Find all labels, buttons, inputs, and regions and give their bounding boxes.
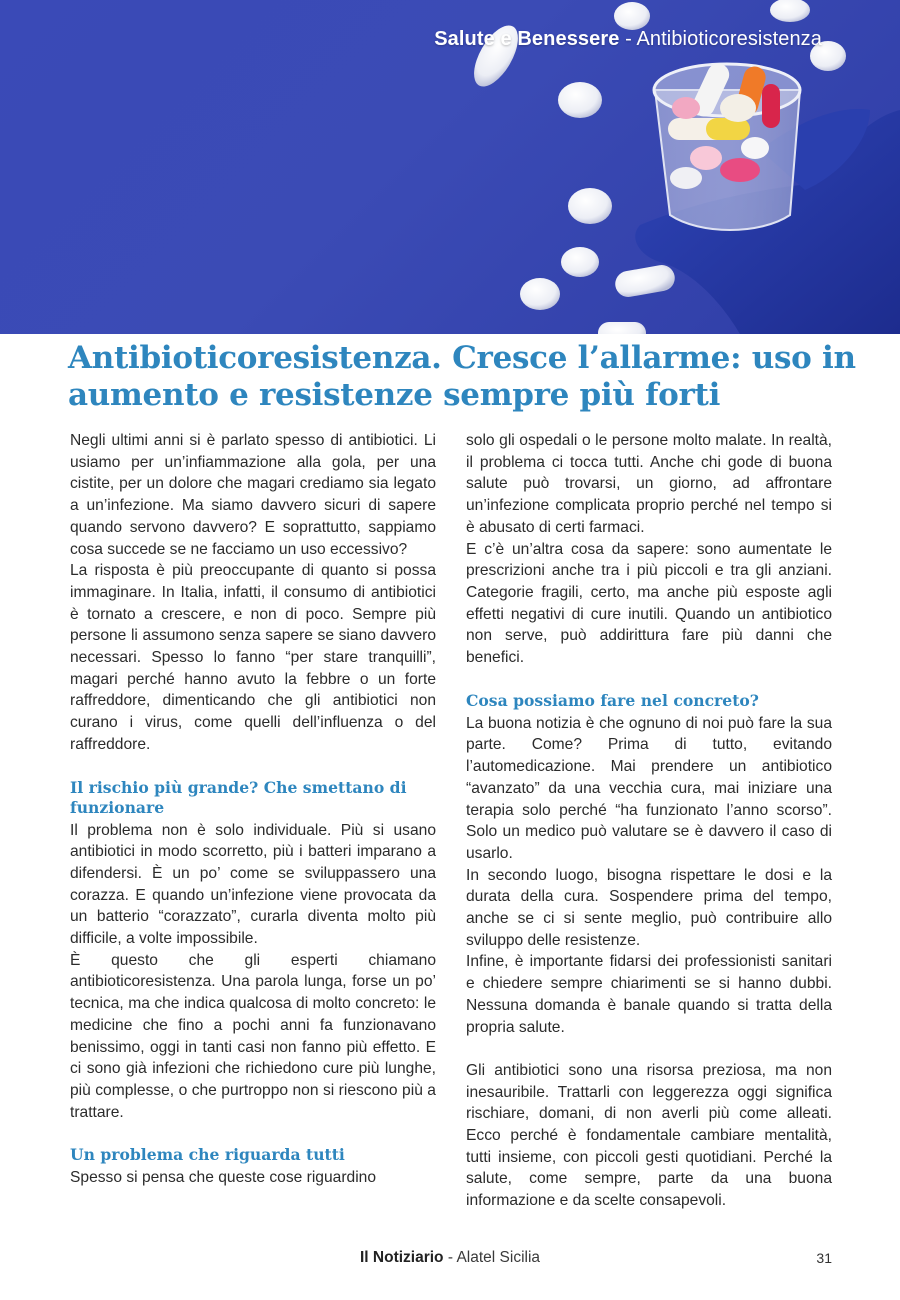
paragraph-prescriptions: E c’è un’altra cosa da sapere: sono aumentate le prescrizioni anche tra i più piccoli e tra gli anziani. Categorie fragili, certo, ma anche più esposte agli effetti negativi di cure inutili. Quando un antibiotico non serve, può addirittura fare più danni che benefici. <box>466 540 832 667</box>
section-name: Salute e Benessere <box>434 28 620 50</box>
pill-cup-icon <box>654 60 800 230</box>
section-kicker <box>434 28 822 51</box>
spacer <box>466 1038 832 1060</box>
article-title: Antibioticoresistenza. Cresce l’allarme: uso in aumento e resistenze sempre più forti <box>68 340 856 413</box>
paragraph-answer: La risposta è più preoccupante di quanto si possa immaginare. In Italia, infatti, il consumo di antibiotici è tornato a crescere, e non di poco. Sempre più persone li assumono senza sapere se siano davvero necessari. Spesso lo fanno “per stare tranquilli”, magari perché hanno avuto la febbre o un forte raffreddore, dimenticando che gli antibiotici non curano i virus, come quelli dell’influenza o del raffreddore. <box>70 562 436 753</box>
hero-image <box>0 0 900 334</box>
publication-name: Il Notiziario <box>359 1249 444 1266</box>
paragraph-trust: Infine, è importante fidarsi dei professionisti sanitari e chiedere sempre chiarimenti se si hanno dubbi. Nessuna domanda è banale quando si tratta della propria salute. <box>466 953 832 1036</box>
paragraph-risk-1: Il problema non è solo individuale. Più si usano antibiotici in modo scorretto, più i batteri imparano a difendersi. È un po’ come se sviluppassero una corazza. E quando un’infezione viene provocata da un batterio “corazzato”, curarla diventa molto più difficile, a volte impossibile. <box>70 821 436 948</box>
paragraph-intro: Negli ultimi anni si è parlato spesso di antibiotici. Li usiamo per un’infiammazione alla gola, per una cistite, per un dolore che magari crediamo sia legato a un’infezione. Ma siamo davvero sicuri di sapere quando servono davvero? E soprattutto, sappiamo cosa succede se ne facciamo un uso eccessivo? <box>70 432 436 558</box>
paragraph-risk-2: È questo che gli esperti chiamano antibioticoresistenza. Una parola lunga, forse un po’ tecnica, ma che indica qualcosa di molto concreto: le medicine che fino a pochi anni fa funzionavano benissimo, oggi in tanti casi non fanno più effetto. E ci sono già infezioni che richiedono cure più lunghe, più complesse, o che purtroppo non si riescono più a trattare. <box>70 951 436 1121</box>
section-topic: Antibioticoresistenza <box>636 28 822 50</box>
paragraph-dosage: In secondo luogo, bisogna rispettare le dosi e la durata della cura. Sospendere prima del tempo, anche se ci si sente meglio, può contribuire allo sviluppo delle resistenze. <box>466 866 832 949</box>
left-column <box>70 430 436 1189</box>
paragraph-self-medication: La buona notizia è che ognuno di noi può fare la sua parte. Come? Prima di tutto, evitando l’automedicazione. Mai prendere un antibiotico “avanzato” da una vecchia cura, mai iniziare una terapia solo perché “ha funzionato l’anno scorso”. Solo un medico può valutare se è davvero il caso di usarlo. <box>466 714 832 862</box>
page-footer <box>0 1249 900 1267</box>
right-column <box>466 430 832 1212</box>
kicker-separator: - <box>619 28 637 50</box>
subheading-risk: Il rischio più grande? Che smettano di funzionare <box>70 777 407 817</box>
paragraph-everyone-start: Spesso si pensa che queste cose riguardino <box>70 1169 377 1187</box>
subheading-what-to-do: Cosa possiamo fare nel concreto? <box>466 690 759 710</box>
paragraph-everyone-end: solo gli ospedali o le persone molto malate. In realtà, il problema ci tocca tutti. Anche chi gode di buona salute può trovarsi, un giorno, ad affrontare un’infezione complicata proprio perché nel tempo si è abusato di certi farmaci. <box>466 432 832 536</box>
page-number: 31 <box>816 1250 832 1266</box>
paragraph-closing: Gli antibiotici sono una risorsa preziosa, ma non inesauribile. Trattarli con leggerezza oggi significa rischiare, domani, di non averli più come alleati. Ecco perché è fondamentale cambiare mentalità, tutti insieme, con piccoli gesti quotidiani. Perché la salute, come sempre, parte da una buona informazione e da scelte consapevoli. <box>466 1061 832 1210</box>
footer-separator: - <box>443 1249 457 1266</box>
publisher-name: Alatel Sicilia <box>456 1249 541 1266</box>
subheading-everyone: Un problema che riguarda tutti <box>70 1145 345 1165</box>
